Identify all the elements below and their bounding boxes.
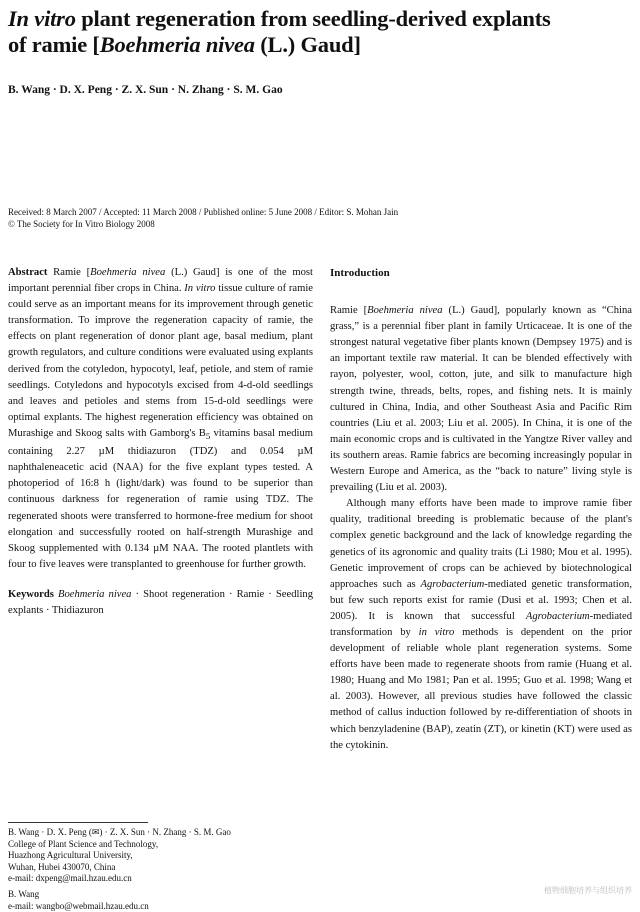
received-dates: Received: 8 March 2007 / Accepted: 11 March 2008 / Published online: 5 June 2008 / Editor: S. Mohan Jain [8, 207, 399, 217]
author-affiliation [8, 827, 313, 912]
left-column [8, 265, 313, 619]
abstract-text-3: tissue culture of ramie could serve as an important means for its improvement through genetic transformation. To improve the regeneration capacity of ramie, the effects on plant regeneration of donor plant age, basal medium, plant growth regulators, and culture conditions were evaluated using explants derived from the cotyledon, hypocotyl, leaf, petiole, and stem of ramie seedlings. Cotyledons and hypocotyls excised from 4-d-old seedlings and leaves and petioles and stems from 15-d-old seedlings were optimal explants. The highest regeneration efficiency was obtained on Murashige and Skoog salts with Gamborg's B [8, 283, 313, 439]
keywords [8, 587, 313, 619]
intro-text-2b: -mediated genetic transformation, but few such reports exist for ramie (Dusi et al. 1993; Chen et al. 2005). It is known that successful [330, 578, 632, 622]
affiliation-email-2[interactable]: e-mail: wangbo@webmail.hzau.edu.cn [8, 900, 149, 911]
abstract-in-vitro: In vitro [184, 283, 216, 295]
abstract-label: Abstract [8, 267, 48, 278]
intro-in-vitro: in vitro [418, 626, 455, 638]
abstract-text-2: (L.) Gaud] is one of the most important perennial fiber crops in China. [8, 267, 313, 295]
title-species: Boehmeria nivea [99, 32, 255, 57]
intro-paragraph-2 [330, 496, 632, 754]
affiliation-university: Huazhong Agricultural University, [8, 850, 133, 861]
affiliation-address: Wuhan, Hubei 430070, China [8, 861, 116, 872]
section-heading-introduction: Introduction [330, 267, 390, 279]
right-column [330, 265, 632, 754]
abstract-species: Boehmeria nivea [90, 267, 166, 278]
author-list: B. Wang · D. X. Peng · Z. X. Sun · N. Zhang · S. M. Gao [8, 84, 283, 96]
intro-text-1a: Ramie [ [330, 305, 368, 317]
keywords-list: · Shoot regeneration · Ramie · Seedling explants · Thidiazuron [8, 588, 313, 616]
intro-text-2a: Although many efforts have been made to improve ramie fiber quality, traditional breeding is problematic because of the plant's complex genetic background and the lack of knowledge regarding the genetics of its agronomic and quality traits (Li 1980; Mou et al. 1995). Genetic improvement of crops can be achieved by biotechnological approaches such as [330, 498, 632, 590]
copyright-line: © The Society for In Vitro Biology 2008 [8, 219, 155, 229]
intro-text-2d: methods is dependent on the prior development of reliable whole plant regeneration systems. Some efforts have been made to regenerate shoots from ramie (Huang et al. 1980; Huang and Mo 1981; Pan et al. 1995; Guo et al. 1998; Wang et al. 2003). However, all previous studies have followed the classic method of callus induction followed by re-differentiation of shoots in which benzyladenine (BAP), zeatin (ZT), or kinetin (KT) were used as the cytokinin. [330, 626, 632, 751]
affiliation-college: College of Plant Science and Technology, [8, 838, 159, 849]
affiliation-author-2: B. Wang [8, 888, 40, 899]
intro-text-1b: (L.) Gaud], popularly known as “China grass,” is a perennial fiber plant in family Urticaceae. It is one of the strongest natural vegetative fiber plants known (Dempsey 1975) and is an important textile raw material. It can be blended effectively with rayon, polyester, wool, cotton, jute, and silk to manufacture high strength twine, threads, belts, ropes, and fishing nets. It is mainly cultured in China, India, and other Southeast Asia and Pacific Rim countries (Liu et al. 2003; Liu et al. 2005). In China, it is one of the main economic crops and is cultivated in the Yangtze River valley and its southern areas. Ramie fabrics are becoming increasingly popular in Western Europe and America, as the “back to nature” living style is prevailing (Liu et al. 2003). [330, 305, 632, 494]
affiliation-authors: B. Wang · D. X. Peng (✉) · Z. X. Sun · N. Zhang · S. M. Gao [8, 827, 231, 837]
title-line1: plant regeneration from seedling-derived explants [75, 6, 551, 31]
footnote-divider [8, 822, 148, 823]
paper-title [8, 6, 628, 58]
intro-agro-1: Agrobacterium [420, 578, 485, 590]
abstract-subscript: 5 [205, 431, 211, 442]
abstract [8, 265, 313, 573]
keywords-label: Keywords [8, 588, 54, 600]
intro-agro-2: Agrobacterium [525, 610, 590, 622]
title-italic-lead: In vitro [8, 6, 76, 31]
intro-text-2c: -mediated transformation by [330, 610, 632, 638]
publication-history [8, 206, 628, 230]
abstract-text-1: Ramie [ [47, 267, 91, 278]
intro-species: Boehmeria nivea [367, 305, 443, 317]
abstract-text-4: vitamins basal medium containing 2.27 µM thidiazuron (TDZ) and 0.054 µM naphthaleneacetic acid (NAA) for the five explant types tested. A photoperiod of 16:8 h (light/dark) was found to be superior than continuous darkness for regeneration of ramie using TDZ. The regenerated shoots were transferred to hormone-free medium for shoot elongation and successfully rooted on half-strength Murashige and Skoog supplemented with 0.134 µM NAA. The rooted plantlets with four to five leaves were transplanted to greenhouse for further growth. [8, 427, 313, 570]
title-line2-post: (L.) Gaud] [254, 32, 361, 57]
affiliation-email-1[interactable]: e-mail: dxpeng@mail.hzau.edu.cn [8, 873, 132, 884]
intro-paragraph-1 [330, 303, 632, 496]
watermark: 植物细胞培养与组织培养 [544, 886, 632, 895]
keywords-species: Boehmeria nivea [57, 588, 132, 600]
title-line2-pre: of ramie [ [8, 32, 100, 57]
